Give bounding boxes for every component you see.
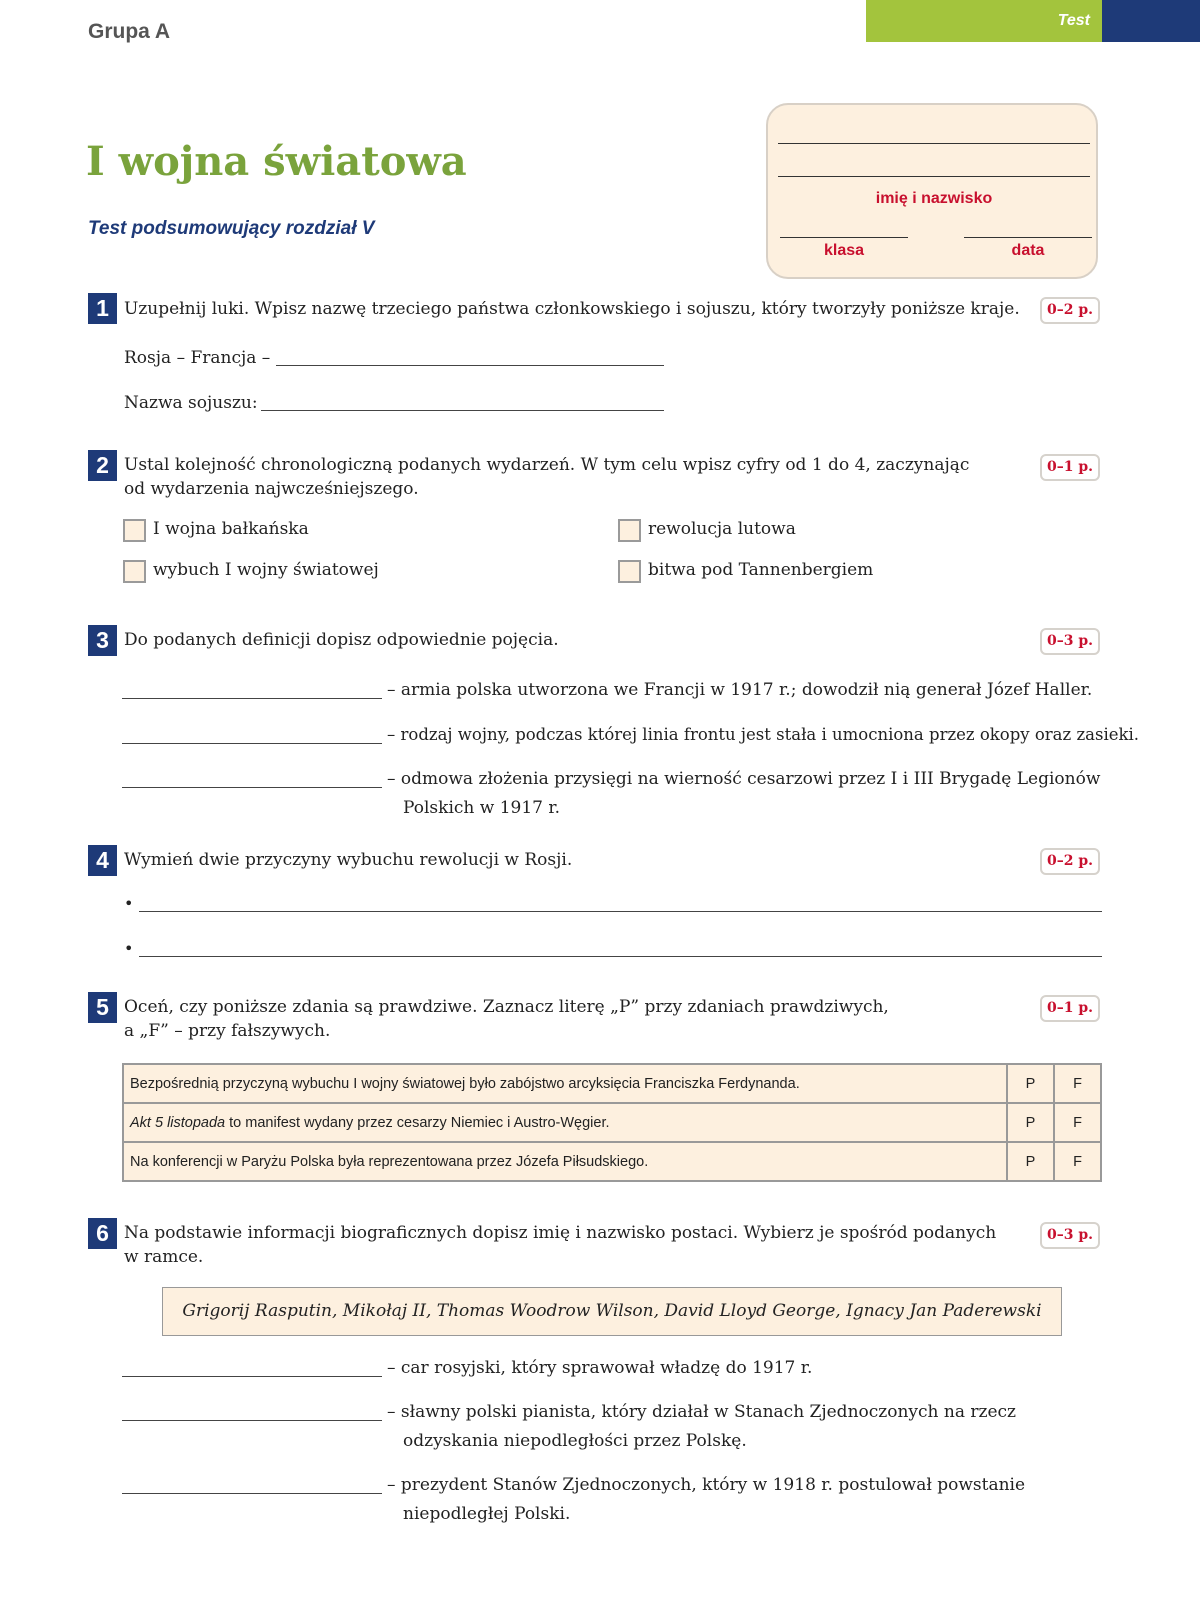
task-4-number: 4	[88, 845, 117, 876]
task-2-option-3: wybuch I wojny światowej	[153, 560, 379, 580]
task-4-answer-line-1[interactable]	[139, 911, 1102, 912]
task-5-points: 0–1 p.	[1040, 995, 1100, 1022]
task-2-checkbox-1[interactable]	[123, 519, 146, 542]
task-4-answer-line-2[interactable]	[139, 956, 1102, 957]
task-2-instruction-line-1: Ustal kolejność chronologiczną podanych wydarzeń. W tym celu wpisz cyfry od 1 do 4, zaczynając	[124, 455, 970, 475]
statement-1: Bezpośrednią przyczyną wybuchu I wojny światowej było zabójstwo arcyksięcia Franciszka Ferdynanda.	[123, 1064, 1007, 1103]
task-3-points: 0–3 p.	[1040, 628, 1100, 655]
table-row	[123, 1103, 1101, 1142]
table-row	[123, 1142, 1101, 1181]
names-box: Grigorij Rasputin, Mikołaj II, Thomas Woodrow Wilson, David Lloyd George, Ignacy Jan Paderewski	[162, 1287, 1062, 1336]
task-5-number: 5	[88, 992, 117, 1023]
test-tab	[866, 0, 1102, 42]
task-6-definition-2-cont: odzyskania niepodległości przez Polskę.	[403, 1431, 747, 1451]
statement-2	[123, 1103, 1007, 1142]
task-2-instruction-line-2: od wydarzenia najwcześniejszego.	[124, 479, 419, 499]
task-4-instruction: Wymień dwie przyczyny wybuchu rewolucji w Rosji.	[124, 850, 573, 870]
page-title: I wojna światowa	[86, 138, 467, 185]
statement-3-false[interactable]: F	[1054, 1142, 1101, 1181]
task-3-definition-1: – armia polska utworzona we Francji w 1917 r.; dowodził nią generał Józef Haller.	[387, 680, 1093, 700]
task-1-answer-line-2[interactable]	[261, 410, 664, 411]
task-1-number: 1	[88, 293, 117, 324]
task-4-points: 0–2 p.	[1040, 848, 1100, 875]
task-2-number: 2	[88, 450, 117, 481]
task-4-bullet-1: •	[124, 894, 134, 913]
task-5-instruction-line-2: a „F” – przy fałszywych.	[124, 1021, 331, 1041]
task-6-definition-3-cont: niepodległej Polski.	[403, 1504, 571, 1524]
class-line[interactable]	[780, 237, 908, 238]
task-1-label-1: Rosja – Francja –	[124, 348, 271, 368]
task-3-definition-3: – odmowa złożenia przysięgi na wierność cesarzowi przez I i III Brygadę Legionów	[387, 769, 1101, 789]
statement-1-false[interactable]: F	[1054, 1064, 1101, 1103]
task-2-points: 0–1 p.	[1040, 454, 1100, 481]
task-1-label-2: Nazwa sojuszu:	[124, 393, 258, 413]
task-4-bullet-2: •	[124, 939, 134, 958]
task-3-instruction: Do podanych definicji dopisz odpowiednie pojęcia.	[124, 630, 559, 650]
statement-2-rest: to manifest wydany przez cesarzy Niemiec i Austro-Węgier.	[225, 1114, 610, 1131]
task-3-answer-line-1[interactable]	[122, 698, 382, 699]
header-accent-bar	[1102, 0, 1200, 42]
task-2-checkbox-2[interactable]	[618, 519, 641, 542]
task-2-option-4: bitwa pod Tannenbergiem	[648, 560, 874, 580]
statement-2-true[interactable]: P	[1007, 1103, 1054, 1142]
name-line-1[interactable]	[778, 143, 1090, 144]
statement-3: Na konferencji w Paryżu Polska była reprezentowana przez Józefa Piłsudskiego.	[123, 1142, 1007, 1181]
group-label: Grupa A	[88, 20, 171, 43]
task-6-definition-1: – car rosyjski, który sprawował władzę do 1917 r.	[387, 1358, 813, 1378]
statement-1-true[interactable]: P	[1007, 1064, 1054, 1103]
task-6-instruction-line-1: Na podstawie informacji biograficznych dopisz imię i nazwisko postaci. Wybierz je spośród podanych	[124, 1223, 997, 1243]
task-6-answer-line-1[interactable]	[122, 1376, 382, 1377]
task-2-checkbox-4[interactable]	[618, 560, 641, 583]
task-3-definition-3-cont: Polskich w 1917 r.	[403, 798, 561, 818]
task-6-answer-line-3[interactable]	[122, 1493, 382, 1494]
task-6-definition-2: – sławny polski pianista, który działał w Stanach Zjednoczonych na rzecz	[387, 1402, 1016, 1422]
task-6-points: 0–3 p.	[1040, 1222, 1100, 1249]
task-3-answer-line-3[interactable]	[122, 787, 382, 788]
task-6-instruction-line-2: w ramce.	[124, 1247, 204, 1267]
task-6-answer-line-2[interactable]	[122, 1420, 382, 1421]
name-label: imię i nazwisko	[875, 190, 993, 207]
task-1-instruction: Uzupełnij luki. Wpisz nazwę trzeciego państwa członkowskiego i sojuszu, który tworzyły poniższe kraje.	[124, 299, 1020, 319]
true-false-table	[122, 1063, 1102, 1182]
date-line[interactable]	[964, 237, 1092, 238]
task-6-definition-3: – prezydent Stanów Zjednoczonych, który w 1918 r. postulował powstanie	[387, 1475, 1026, 1495]
class-label: klasa	[823, 242, 865, 259]
task-1-answer-line-1[interactable]	[276, 365, 664, 366]
task-3-answer-line-2[interactable]	[122, 743, 382, 744]
statement-3-true[interactable]: P	[1007, 1142, 1054, 1181]
date-label: data	[1011, 242, 1045, 259]
task-5-instruction-line-1: Oceń, czy poniższe zdania są prawdziwe. Zaznacz literę „P” przy zdaniach prawdziwych,	[124, 997, 889, 1017]
student-info-box	[766, 103, 1098, 279]
task-2-checkbox-3[interactable]	[123, 560, 146, 583]
page-subtitle: Test podsumowujący rozdział V	[88, 218, 375, 239]
task-2-option-1: I wojna bałkańska	[153, 519, 309, 539]
table-row	[123, 1064, 1101, 1103]
test-tab-label: Test	[1057, 12, 1090, 29]
task-1-points: 0–2 p.	[1040, 297, 1100, 324]
statement-2-false[interactable]: F	[1054, 1103, 1101, 1142]
task-2-option-2: rewolucja lutowa	[648, 519, 796, 539]
task-3-number: 3	[88, 625, 117, 656]
statement-2-italic: Akt 5 listopada	[130, 1114, 226, 1131]
task-3-definition-2: – rodzaj wojny, podczas której linia frontu jest stała i umocniona przez okopy oraz zasieki.	[387, 725, 1140, 744]
name-line-2[interactable]	[778, 176, 1090, 177]
task-6-number: 6	[88, 1218, 117, 1249]
